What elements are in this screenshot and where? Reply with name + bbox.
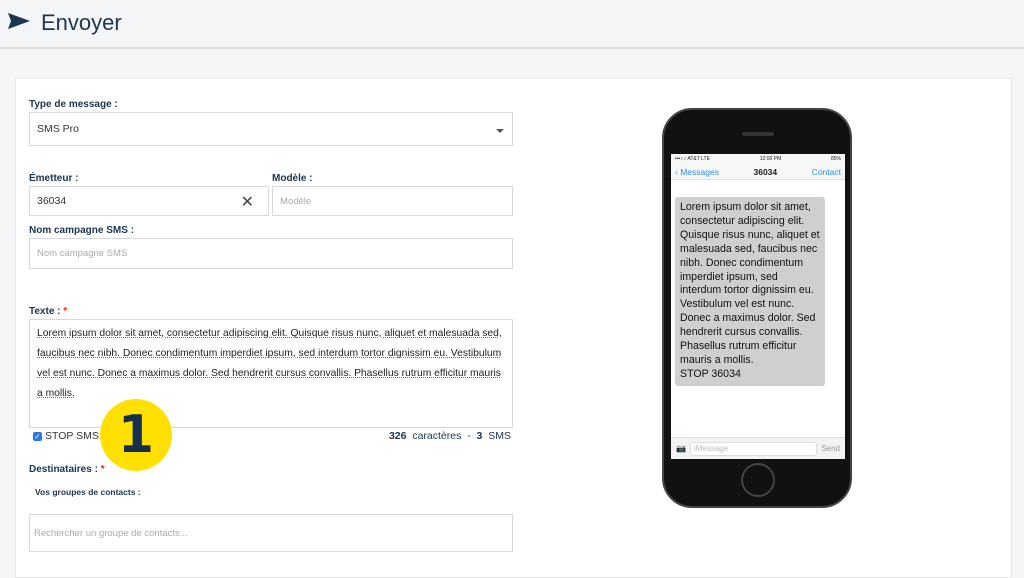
recipients-label: Destinataires : * (29, 464, 105, 475)
camera-icon: 📷 (676, 444, 686, 453)
stop-sms-checkbox[interactable] (33, 430, 99, 442)
groups-placeholder: Rechercher un groupe de contacts... (34, 527, 188, 539)
phone-screen (671, 154, 845, 459)
conversation-title: 36034 (753, 166, 778, 177)
send-icon (8, 13, 30, 29)
model-input[interactable] (272, 186, 513, 216)
message-text: Lorem ipsum dolor sit amet, consectetur adipiscing elit. Quisque risus nunc, aliquet et malesuada sed, faucibus nec nibh. Donec condimentum imperdiet ipsum, sed interdum tortor dignissim eu. Vestibulum vel est nunc. Donec a maximus dolor. Sed hendrerit cursus convallis. Phasellus rutrum efficitur mauris a mollis. (37, 328, 502, 399)
type-label: Type de message : (29, 99, 118, 110)
message-type-value: SMS Pro (37, 123, 80, 135)
page-title: Envoyer (41, 10, 122, 35)
message-type-select[interactable] (29, 112, 513, 146)
model-label: Modèle : (272, 173, 313, 184)
page-header (0, 0, 1024, 49)
step-badge: 1 (100, 399, 172, 471)
back-button: ‹ Messages (675, 166, 719, 177)
contact-button: Contact (811, 166, 841, 177)
stop-sms-label: STOP SMS (45, 430, 99, 442)
campaign-placeholder: Nom campagne SMS (37, 248, 128, 259)
char-counter: 326 caractères - 3 SMS (388, 430, 511, 442)
sender-value: 36034 (37, 195, 67, 207)
messages-nav (671, 164, 845, 180)
home-button-icon (741, 463, 775, 497)
status-bar: •••○○ AT&T LTE 12:00 PM 85% (671, 154, 845, 164)
campaign-label: Nom campagne SMS : (29, 225, 135, 236)
sender-input[interactable] (29, 186, 269, 216)
chevron-down-icon (496, 129, 504, 133)
phone-preview (662, 108, 852, 508)
message-input-bar (671, 437, 845, 459)
imessage-input: iMessage (690, 442, 817, 456)
clear-icon[interactable]: ✕ (240, 194, 254, 211)
send-label: Send (821, 444, 840, 453)
speaker-icon (742, 132, 774, 136)
text-label: Texte : * (29, 306, 68, 317)
send-form-card (15, 78, 1012, 578)
campaign-input[interactable] (29, 238, 513, 269)
groups-search-input[interactable] (29, 514, 513, 552)
checkbox-checked-icon[interactable]: ✓ (34, 431, 41, 441)
sender-label: Émetteur : (29, 173, 79, 184)
message-textarea[interactable] (29, 319, 513, 428)
groups-label: Vos groupes de contacts : (35, 487, 141, 497)
model-placeholder: Modèle (280, 195, 312, 207)
message-bubble: Lorem ipsum dolor sit amet, consectetur adipiscing elit. Quisque risus nunc, aliquet et malesuada sed, faucibus nec nibh. Donec condimentum imperdiet ipsum, sed interdum tortor dignissim eu. Vestibulum vel est nunc. Donec a maximus dolor. Sed hendrerit cursus convallis. Phasellus rutrum efficitur mauris a mollis. STOP 36034 (675, 197, 825, 386)
